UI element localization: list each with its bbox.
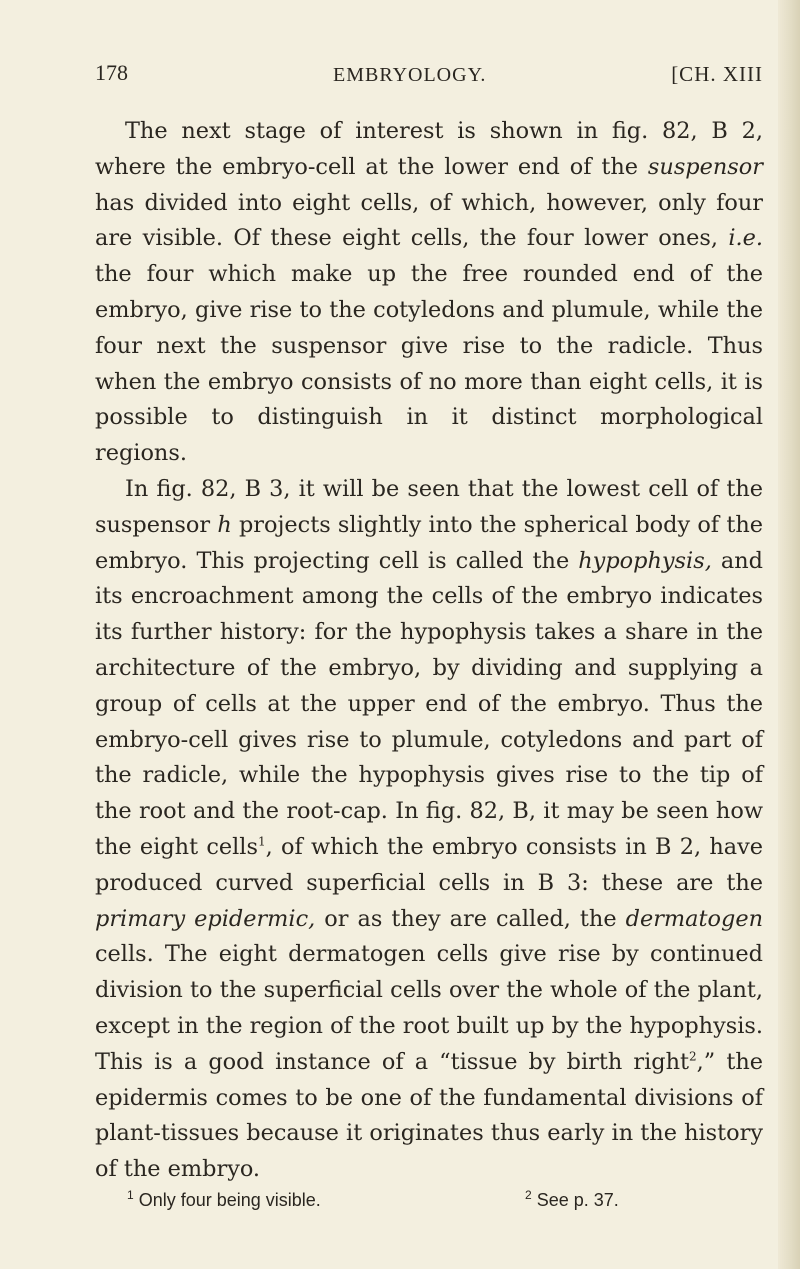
paragraph-text: ,” the epidermis comes to be one of the fundamental divisions of plant-tissues because it originates thus early in the history of the embryo. <box>95 1048 763 1183</box>
body-text <box>95 114 763 1188</box>
emphasis-dermatogen: dermatogen <box>625 905 763 932</box>
footnotes <box>95 1187 763 1220</box>
page-number: 178 <box>95 60 128 85</box>
paragraph-text: and its encroachment among the cells of the embryo indicates its further history: for the hypophysis takes a share in the architecture of the embryo, by dividing and supplying a group of cells at the upper end of the embryo. Thus the embryo-cell gives rise to plumule, cotyledons and part of the radicle, while the hypophysis gives rise to the tip of the root and the root-cap. In fig. 82, B, it may be seen how the eight cells <box>95 547 763 860</box>
page-edge <box>778 0 800 1269</box>
emphasis-ie: i.e. <box>728 225 763 252</box>
emphasis-primary-epidermic: primary epidermic, <box>95 905 316 932</box>
paragraph-text: The next stage of interest is shown in fig. 82, B 2, where the embryo-cell at the lower end of the <box>95 118 763 180</box>
paragraph-text: has divided into eight cells, of which, however, only four are visible. Of these eight cells, the four lower ones, <box>95 189 763 252</box>
footnote-ref-2[interactable]: 2 <box>689 1049 697 1064</box>
paragraph-text: cells. The eight dermatogen cells give rise by continued division to the superficial cells over the whole of the plant, except in the region of the root built up by the hypophysis. This is a good instance of a “tissue by birth right <box>95 941 764 1075</box>
footnote-2 <box>525 1187 619 1211</box>
emphasis-hypophysis: hypophysis, <box>578 547 712 574</box>
paragraph-text: In fig. 82, B 3, it will be seen that the lowest cell of the suspensor <box>95 475 763 538</box>
footnote-text: See p. 37. <box>536 1189 619 1210</box>
paragraph-1 <box>95 114 763 472</box>
chapter-reference: [CH. XIII <box>671 62 763 86</box>
emphasis-h: h <box>217 511 232 538</box>
emphasis-suspensor: suspensor <box>647 153 763 180</box>
paragraph-text: projects slightly into the spherical body of the embryo. This projecting cell is called the <box>95 511 763 574</box>
footnote-marker: 1 <box>127 1187 134 1202</box>
paragraph-text: , of which the embryo consists in B 2, have produced curved superficial cells in B 3: these are the <box>95 833 764 896</box>
footnote-text: Only four being visible. <box>138 1189 321 1210</box>
running-title: EMBRYOLOGY. <box>333 64 487 86</box>
paragraph-2 <box>95 472 763 1188</box>
footnote-1 <box>127 1187 321 1211</box>
running-head <box>95 60 763 100</box>
paragraph-text: or as they are called, the <box>315 905 626 932</box>
footnote-ref-1[interactable]: 1 <box>257 834 266 849</box>
book-page <box>95 60 763 1220</box>
footnote-marker: 2 <box>525 1187 532 1202</box>
paragraph-text: the four which make up the free rounded end of the embryo, give rise to the cotyledons and plumule, while the four next the suspensor give rise to the radicle. Thus when the embryo consists of no more than eight cells, it is possible to distinguish in it distinct morphological regions. <box>95 261 763 467</box>
